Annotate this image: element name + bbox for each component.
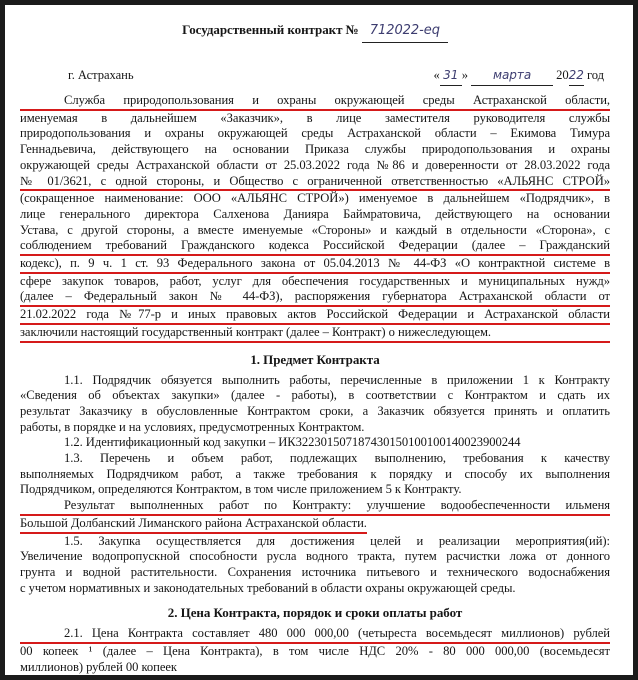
clause-line: миллионов) рублей 00 копеек (20, 659, 177, 674)
date-year-suffix: 22 (569, 65, 584, 86)
intro-line: Устава, с другой стороны, а вместе именуемые «Стороны» и каждый в отдельности «Сторона», с (20, 222, 610, 237)
price-line: 2.1. Цена Контракта составляет 480 000 000,00 (четыреста восемьдесят миллионов) рублей (20, 626, 610, 644)
intro-line: заключили настоящий государственный контракт (далее – Контракт) о нижеследующем. (20, 325, 610, 343)
title-text: Государственный контракт № (182, 22, 359, 37)
place-date-row (20, 65, 610, 85)
intro-line: природопользования и охраны окружающей среды Астраханской области – Екимова Тимура (20, 126, 610, 141)
intro-line: окружающей среды Астраханской области от 25.03.2022 года №86 и доверенности от 28.03.2022 года (20, 157, 610, 172)
date-year-prefix: 20 (556, 68, 569, 82)
intro-line: № 01/3621, с одной стороны, и Общество с ограниченной ответственностью «АЛЬЯНС СТРОЙ» (20, 174, 610, 192)
clause-line: 00 копеек ¹ (далее – Цена Контракта), в том числе НДС 20% - 80 000 000,00 (восемьдесят (20, 644, 610, 659)
intro-line: (сокращенное наименование: ООО «АЛЬЯНС СТРОЙ») именуемое в дальнейшем «Подрядчик», в (20, 191, 610, 206)
intro-line: именуемая в дальнейшем «Заказчик», в лице заместителя руководителя службы (20, 110, 610, 125)
clause-line: «Сведения об объектах закупки» (далее - работы), в соответствии с Контрактом и сдать их (20, 388, 610, 403)
result-line: Результат выполненных работ по Контракту: улучшение водообеспеченности ильменя (20, 498, 610, 516)
clause-2-1 (20, 626, 610, 675)
clause-line: с учетом нормативных и законодательных требований в области охраны окружающей среды. (20, 580, 516, 595)
date-day: 31 (440, 65, 462, 86)
contract-date: « 31 » марта 2022 год (433, 65, 604, 86)
clause-1-5 (20, 534, 610, 597)
clause-line: Подрядчиком, определяются Контрактом, в том числе приложением 5 к Контракту. (20, 482, 462, 497)
clause-1-3 (20, 451, 610, 498)
clause-line: выполняемых Подрядчиком работ, а также требования к порядку и способу их выполнения (20, 466, 610, 481)
clause-line: 1.1. Подрядчик обязуется выполнить работы, перечисленные в приложении 1 к Контракту (64, 372, 610, 387)
intro-line: кодекс), п. 9 ч. 1 ст. 93 Федерального закона от 05.04.2013 № 44-ФЗ «О контрактной системе в (20, 256, 610, 274)
clause-1-1 (20, 373, 610, 436)
intro-line: сфере закупок товаров, работ, услуг для обеспечения государственных и муниципальных нужд» (20, 273, 610, 288)
contract-title (20, 19, 610, 41)
clause-line: 1.3. Перечень и объем работ, подлежащих выполнению, требования к качеству (64, 451, 610, 466)
intro-line: Геннадьевича, действующего на основании Приказа службы природопользования и охраны (20, 142, 610, 157)
contract-number-handwritten: 712022-eq (362, 20, 448, 43)
intro-line: соблюдением требований Гражданского кодекса Российской Федерации (далее – Гражданский (20, 238, 610, 256)
result-line: Большой Долбанский Лиманского района Астраханской области. (20, 516, 367, 534)
clause-1-2 (20, 435, 610, 451)
section-2-heading: 2. Цена Контракта, порядок и сроки оплаты работ (167, 605, 463, 621)
date-year-word: год (586, 68, 604, 82)
intro-line: Служба природопользования и охраны окружающей среды Астраханской области, (20, 93, 610, 111)
clause-result (20, 498, 610, 533)
clause-line: работы, в порядке и на условиях, предусмотренных Контрактом. (20, 419, 365, 434)
purchase-id-line: 1.2. Идентификационный код закупки – ИК322301507187430150100100140023900244 (64, 435, 521, 450)
clause-line: грунта и водной растительности. Сохранения источника питьевого и технического водоснабжения (20, 564, 610, 579)
section-1-heading: 1. Предмет Контракта (250, 351, 380, 367)
clause-line: результат Заказчику в обусловленные Контрактом сроки, а Заказчик обязуется принять и оплатить (20, 403, 610, 418)
clause-line: 1.5. Закупка осуществляется для достижения целей и реализации мероприятия(ий): (64, 533, 610, 548)
date-month: марта (471, 65, 553, 86)
intro-line: (далее – Федеральный закон № 44-ФЗ), распоряжения губернатора Астраханской области от (20, 289, 610, 307)
contract-document (20, 19, 610, 676)
intro-paragraph (20, 93, 610, 343)
intro-line: лице генерального директора Салхенова Данияра Баймратовича, действующего на основании (20, 206, 610, 221)
clause-line: Увеличение водопропускной способности русла водного тракта, путем расчистки ложа от донного (20, 549, 610, 564)
city: г. Астрахань (68, 68, 134, 82)
intro-line: 21.02.2022 года №77-р и иных правовых актов Российской Федерации и Астраханской области (20, 307, 610, 325)
